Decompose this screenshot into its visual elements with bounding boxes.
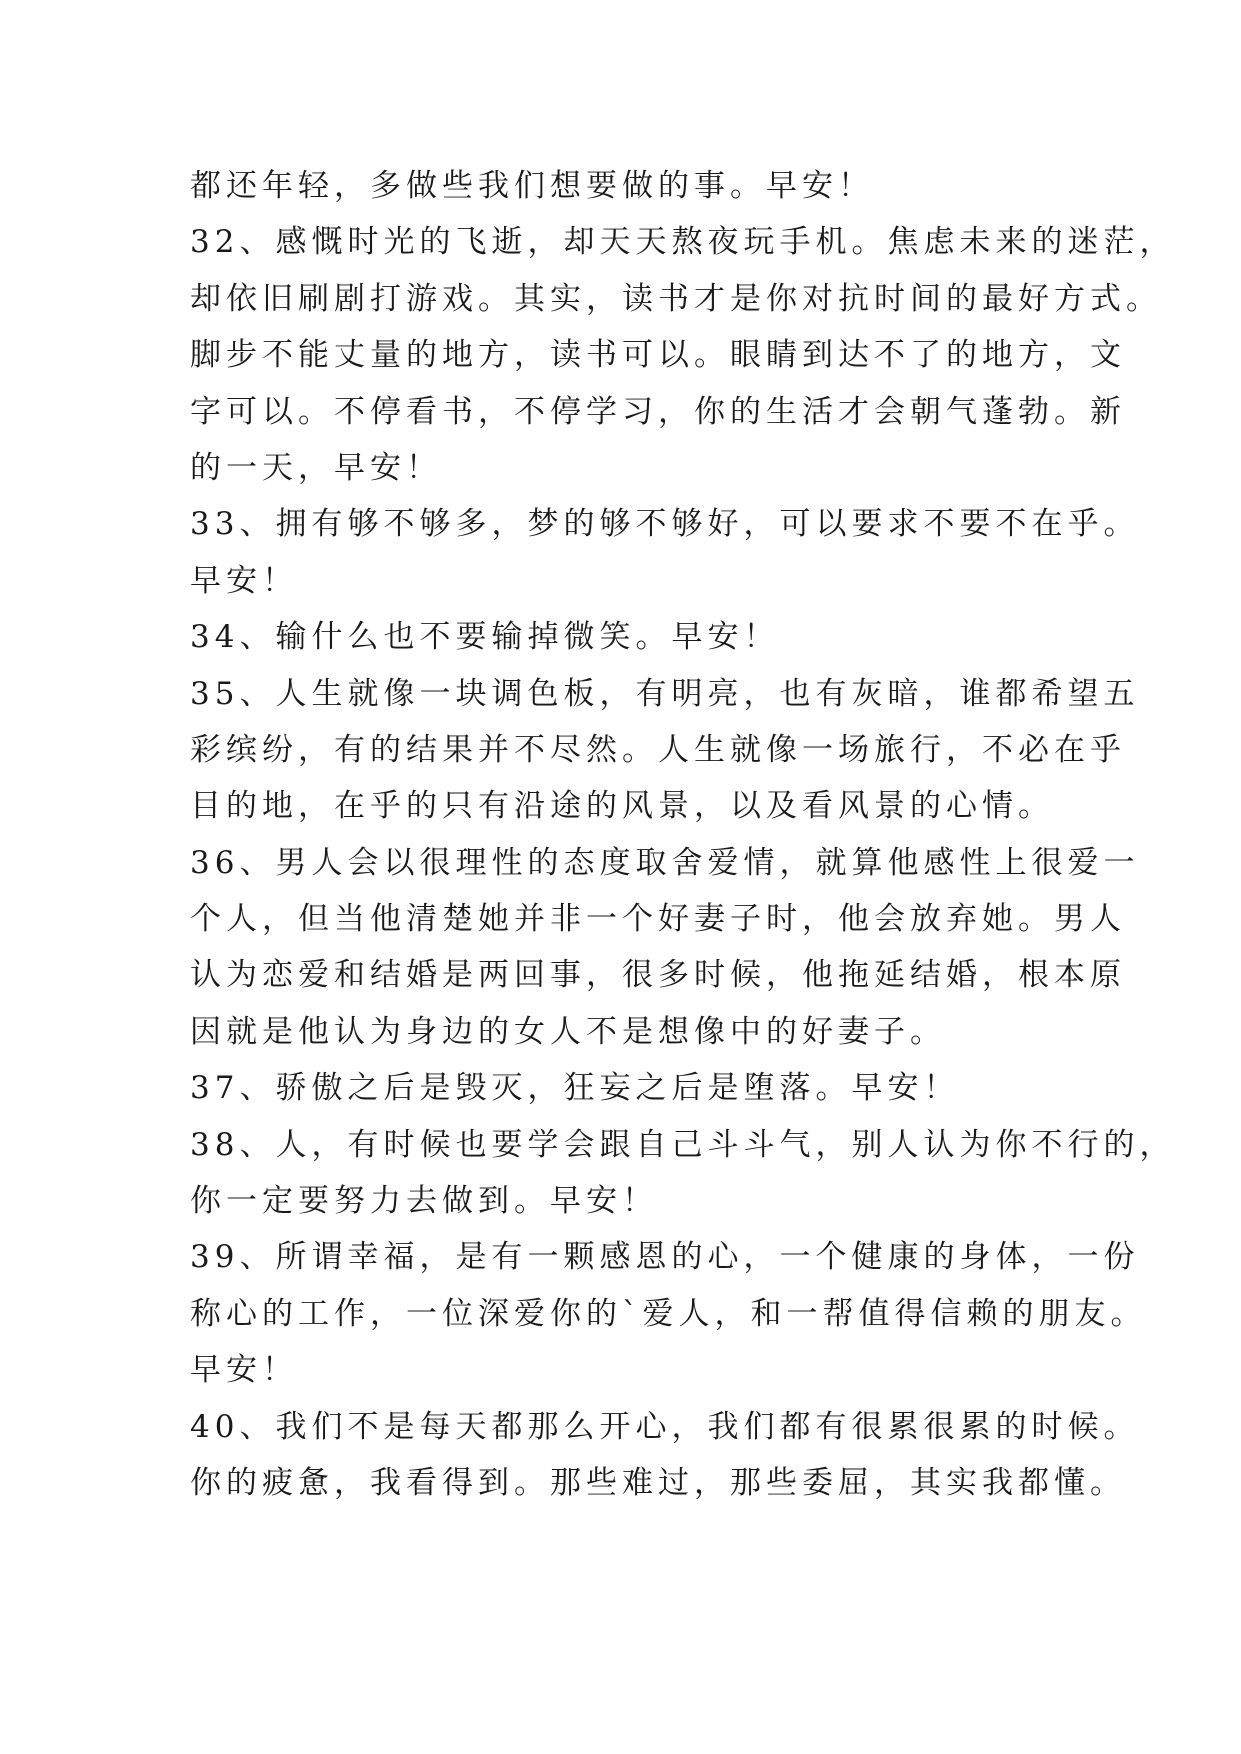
text-line: 你的疲惫，我看得到。那些难过，那些委屈，其实我都懂。 (190, 1464, 1126, 1501)
text-line: 35、人生就像一块调色板，有明亮，也有灰暗，谁都希望五 (190, 675, 1140, 712)
text-line: 32、感慨时光的飞逝，却天天熬夜玩手机。焦虑未来的迷茫， (190, 224, 1176, 261)
text-line: 脚步不能丈量的地方，读书可以。眼睛到达不了的地方，文 (190, 337, 1126, 374)
text-line: 34、输什么也不要输掉微笑。早安！ (190, 619, 780, 656)
text-line: 都还年轻，多做些我们想要做的事。早安！ (190, 168, 874, 204)
text-line: 早安！ (190, 1352, 298, 1389)
text-line: 40、我们不是每天都那么开心，我们都有很累很累的时候。 (190, 1408, 1140, 1445)
text-line: 早安！ (190, 562, 298, 599)
text-line: 彩缤纷，有的结果并不尽然。人生就像一场旅行，不必在乎 (190, 731, 1126, 768)
text-line: 认为恋爱和结婚是两回事，很多时候，他拖延结婚，根本原 (190, 957, 1126, 994)
text-line: 字可以。不停看书，不停学习，你的生活才会朝气蓬勃。新 (190, 393, 1126, 430)
text-line: 个人，但当他清楚她并非一个好妻子时，他会放弃她。男人 (190, 901, 1126, 938)
text-line: 39、所谓幸福，是有一颗感恩的心，一个健康的身体，一份 (190, 1239, 1140, 1276)
text-line: 的一天，早安！ (190, 449, 442, 486)
text-line: 38、人，有时候也要学会跟自己斗斗气，别人认为你不行的， (190, 1126, 1176, 1163)
text-line: 因就是他认为身边的女人不是想像中的好妻子。 (190, 1013, 946, 1050)
text-line: 称心的工作，一位深爱你的`爱人，和一帮值得信赖的朋友。 (190, 1295, 1147, 1332)
text-line: 却依旧刷剧打游戏。其实，读书才是你对抗时间的最好方式。 (190, 280, 1162, 317)
text-line: 目的地，在乎的只有沿途的风景，以及看风景的心情。 (190, 788, 1054, 825)
text-line: 33、拥有够不够多，梦的够不够好，可以要求不要不在乎。 (190, 506, 1140, 543)
text-line: 37、骄傲之后是毁灭，狂妄之后是堕落。早安！ (190, 1070, 960, 1107)
document-body (190, 158, 1176, 1511)
text-line: 36、男人会以很理性的态度取舍爱情，就算他感性上很爱一 (190, 844, 1140, 881)
text-line: 你一定要努力去做到。早安！ (190, 1183, 658, 1220)
